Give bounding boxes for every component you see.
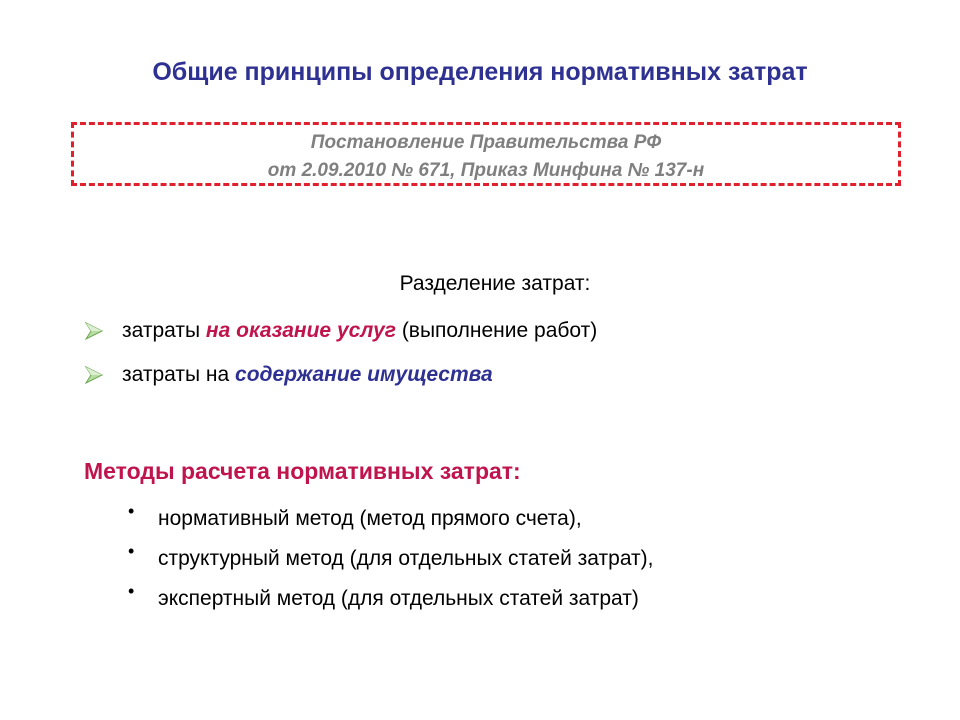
arrow-bullet-icon bbox=[84, 322, 104, 340]
arrow-bullet-icon bbox=[84, 366, 104, 384]
method-item-text: нормативный метод (метод прямого счета), bbox=[158, 507, 582, 530]
cost-item-prefix: затраты на bbox=[122, 363, 236, 386]
methods-list bbox=[126, 502, 653, 622]
slide-title: Общие принципы определения нормативных затрат bbox=[152, 58, 808, 86]
method-item-normative bbox=[126, 502, 653, 542]
bullet-dot-icon: • bbox=[128, 541, 135, 561]
cost-division-item-services bbox=[84, 314, 597, 358]
legal-basis-box bbox=[71, 122, 901, 186]
method-item-structural bbox=[126, 542, 653, 582]
cost-division-heading: Разделение затрат: bbox=[399, 272, 591, 295]
methods-heading: Методы расчета нормативных затрат: bbox=[84, 458, 521, 484]
bullet-dot-icon: • bbox=[128, 581, 135, 601]
cost-item-emphasis: на оказание услуг bbox=[205, 319, 396, 342]
bullet-dot-icon: • bbox=[128, 501, 135, 521]
cost-division-item-property bbox=[84, 358, 597, 402]
cost-item-emphasis: содержание имущества bbox=[235, 363, 493, 386]
cost-division-list bbox=[84, 314, 597, 402]
method-item-text: структурный метод (для отдельных статей затрат), bbox=[158, 547, 654, 570]
method-item-expert bbox=[126, 582, 653, 622]
cost-item-prefix: затраты bbox=[122, 319, 206, 342]
legal-basis-line-2: от 2.09.2010 № 671, Приказ Минфина № 137-н bbox=[267, 160, 705, 181]
cost-item-suffix: (выполнение работ) bbox=[395, 319, 598, 342]
legal-basis-line-1: Постановление Правительства РФ bbox=[310, 132, 662, 153]
method-item-text: экспертный метод (для отдельных статей затрат) bbox=[158, 587, 639, 610]
